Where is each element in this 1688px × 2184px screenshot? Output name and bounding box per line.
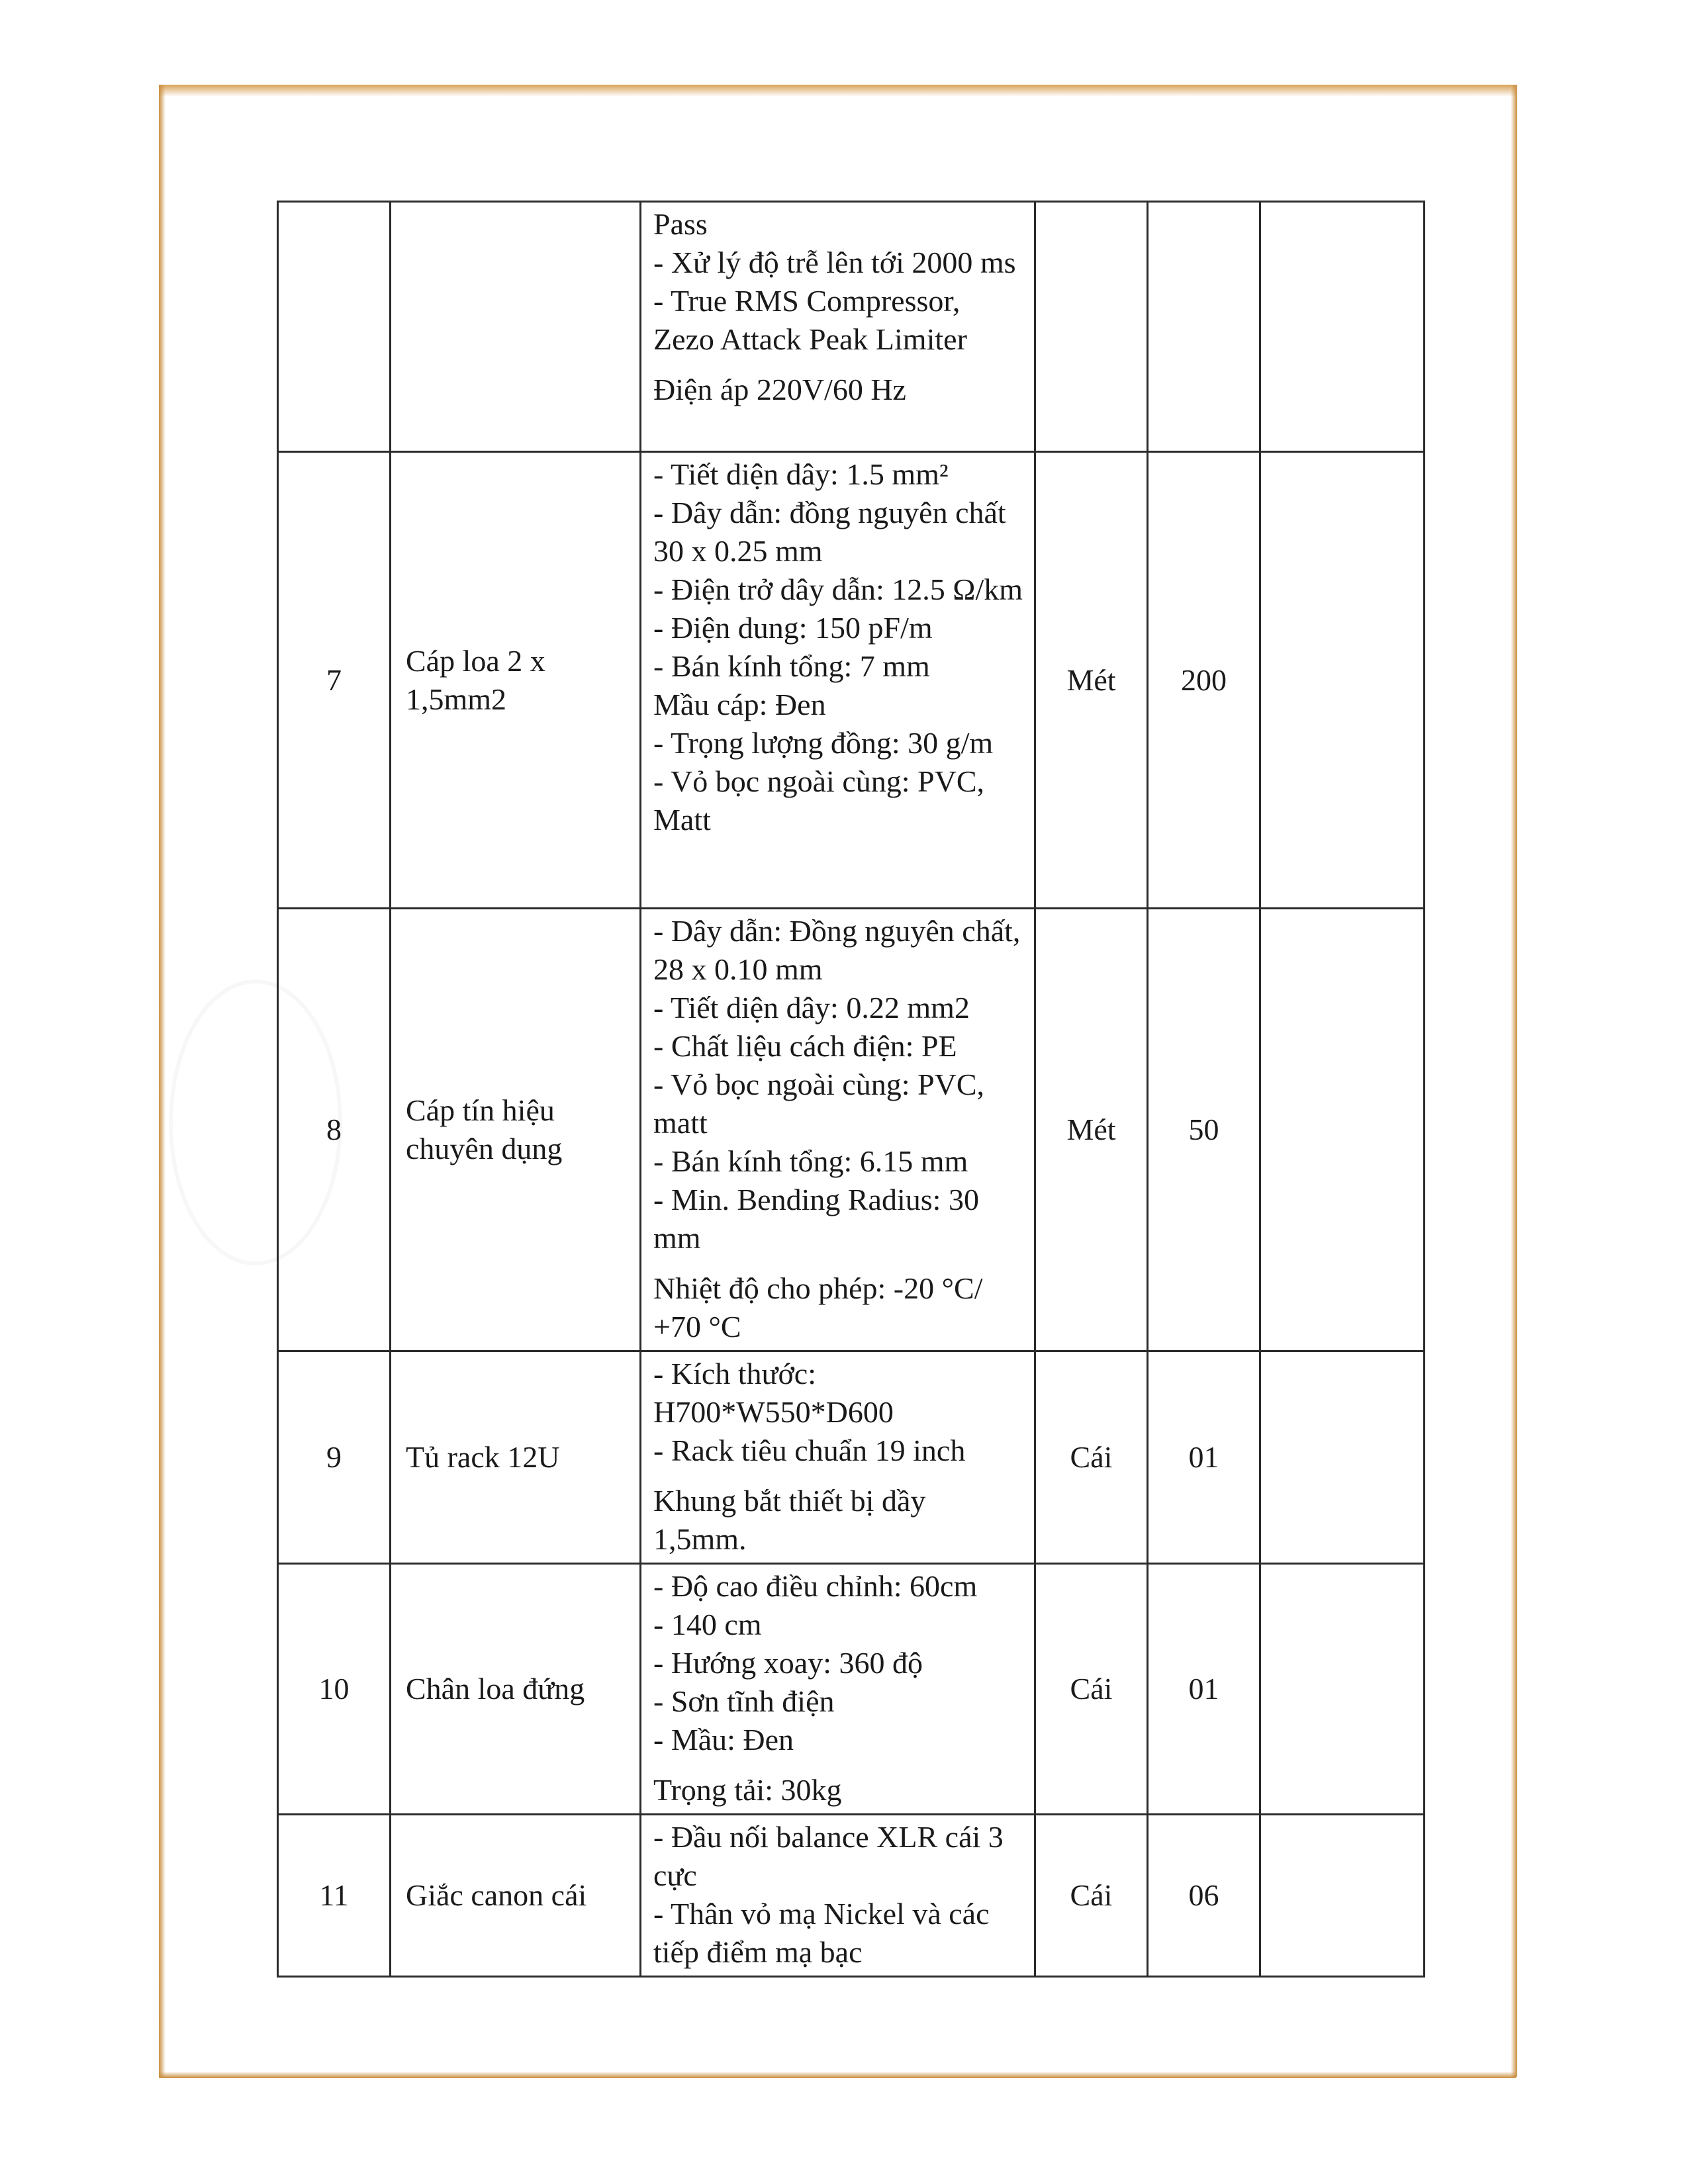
spec-line: - Dây dẫn: đồng nguyên chất 30 x 0.25 mm: [653, 496, 1006, 568]
spec-line: - Hướng xoay: 360 độ: [653, 1646, 923, 1680]
note-cell: [1260, 1815, 1425, 1977]
paper-edge-left: [159, 85, 165, 2077]
spec-cell: [641, 909, 1035, 1351]
spec-line: - Độ cao điều chỉnh: 60cm: [653, 1569, 978, 1603]
spec-line: - Điện trở dây dẫn: 12.5 Ω/km: [653, 572, 1023, 606]
item-name: Giắc canon cái: [406, 1878, 587, 1912]
qty-cell: 200: [1148, 452, 1260, 909]
table-row: [278, 202, 1425, 452]
spec-line: Mầu cáp: Đen: [653, 688, 826, 721]
stt-cell: 10: [278, 1564, 391, 1815]
note-cell: [1260, 1351, 1425, 1564]
item-name: Cáp loa 2 x 1,5mm2: [406, 643, 545, 716]
spec-cell: [641, 202, 1035, 452]
note-cell: [1260, 909, 1425, 1351]
note-cell: [1260, 202, 1425, 452]
spec-cell: [641, 1351, 1035, 1564]
spec-line: - Bán kính tổng: 7 mm: [653, 649, 930, 683]
spec-cell: [641, 452, 1035, 909]
item-name: Tủ rack 12U: [406, 1440, 560, 1474]
qty-cell: 06: [1148, 1815, 1260, 1977]
spec-line: - Vỏ bọc ngoài cùng: PVC, Matt: [653, 764, 985, 837]
unit-cell: Cái: [1035, 1351, 1148, 1564]
spec-line: Nhiệt độ cho phép: -20 °C/ +70 °C: [653, 1271, 983, 1343]
unit-cell: Cái: [1035, 1564, 1148, 1815]
stt-cell: 11: [278, 1815, 391, 1977]
spec-cell: [641, 1815, 1035, 1977]
spec-line: - Xử lý độ trễ lên tới 2000 ms: [653, 246, 1016, 279]
spec-line: - Sơn tĩnh điện: [653, 1684, 835, 1718]
table-row: [278, 1564, 1425, 1815]
spec-line: - Điện dung: 150 pF/m: [653, 611, 933, 645]
spec-line: - Tiết diện dây: 1.5 mm²: [653, 457, 949, 491]
spec-line: - Vỏ bọc ngoài cùng: PVC, matt: [653, 1068, 985, 1140]
name-cell: [391, 909, 641, 1351]
unit-cell: Cái: [1035, 1815, 1148, 1977]
paper-edge-top: [159, 85, 1516, 97]
spec-line: - Thân vỏ mạ Nickel và các tiếp điểm mạ bạc: [653, 1897, 990, 1969]
spec-line: - Mầu: Đen: [653, 1723, 794, 1756]
table-row: [278, 452, 1425, 909]
spec-line: - Đầu nối balance XLR cái 3 cực: [653, 1820, 1004, 1892]
qty-cell: 01: [1148, 1564, 1260, 1815]
spec-line: Trọng tải: 30kg: [653, 1773, 842, 1807]
note-cell: [1260, 452, 1425, 909]
stt-cell: 9: [278, 1351, 391, 1564]
stt-cell: 8: [278, 909, 391, 1351]
unit-cell: Mét: [1035, 452, 1148, 909]
spec-line: - Trọng lượng đồng: 30 g/m: [653, 726, 994, 760]
stt-cell: 7: [278, 452, 391, 909]
spec-line: - Min. Bending Radius: 30 mm: [653, 1183, 979, 1255]
table-row: [278, 909, 1425, 1351]
spec-line: Pass: [653, 207, 708, 241]
table-row: [278, 1815, 1425, 1977]
spec-line: - Rack tiêu chuẩn 19 inch: [653, 1433, 966, 1467]
name-cell: [391, 1815, 641, 1977]
item-name: Chân loa đứng: [406, 1672, 585, 1706]
name-cell: [391, 1351, 641, 1564]
item-name: Cáp tín hiệu chuyên dụng: [406, 1093, 563, 1165]
name-cell: [391, 452, 641, 909]
spec-line: - Tiết diện dây: 0.22 mm2: [653, 991, 970, 1024]
unit-cell: Mét: [1035, 909, 1148, 1351]
spec-line: Điện áp 220V/60 Hz: [653, 373, 906, 406]
unit-cell: [1035, 202, 1148, 452]
spec-line: - 140 cm: [653, 1608, 762, 1641]
equipment-spec-table: [277, 201, 1425, 1978]
name-cell: [391, 1564, 641, 1815]
note-cell: [1260, 1564, 1425, 1815]
spec-line: - Kích thước: H700*W550*D600: [653, 1357, 894, 1429]
qty-cell: 01: [1148, 1351, 1260, 1564]
spec-line: - True RMS Compressor, Zezo Attack Peak Limiter: [653, 284, 967, 356]
stt-cell: [278, 202, 391, 452]
paper-edge-bottom: [159, 2071, 1516, 2078]
spec-line: Khung bắt thiết bị dầy 1,5mm.: [653, 1484, 926, 1556]
spec-line: - Dây dẫn: Đồng nguyên chất, 28 x 0.10 mm: [653, 914, 1021, 986]
spec-line: - Chất liệu cách điện: PE: [653, 1029, 957, 1063]
qty-cell: 50: [1148, 909, 1260, 1351]
paper-edge-right: [1511, 85, 1517, 2077]
spec-line: - Bán kính tổng: 6.15 mm: [653, 1144, 968, 1178]
spec-cell: [641, 1564, 1035, 1815]
qty-cell: [1148, 202, 1260, 452]
table-row: [278, 1351, 1425, 1564]
name-cell: [391, 202, 641, 452]
